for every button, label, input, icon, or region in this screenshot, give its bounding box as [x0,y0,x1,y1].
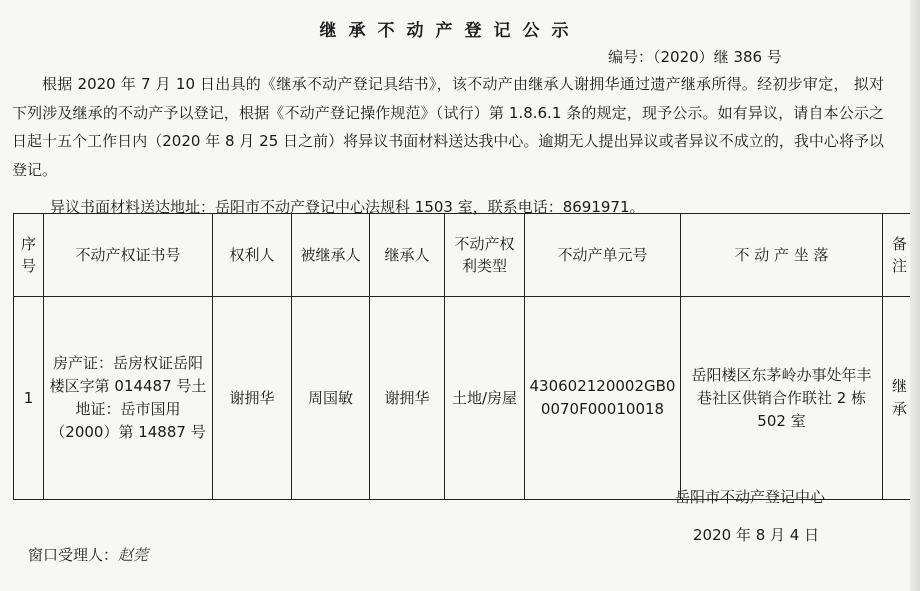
header-cert: 不动产权证书号 [44,214,213,297]
cell-unit-no: 430602120002GB00070F00010018 [525,297,681,500]
cell-cert: 房产证：岳房权证岳阳楼区字第 014487 号土地证：岳市国用（2000）第 14887 号 [44,297,213,500]
notice-paragraph: 根据 2020 年 7 月 10 日出具的《继承不动产登记具结书》，该不动产由继承人谢拥华通过遗产继承所得。经初步审定， 拟对下列涉及继承的不动产予以登记，根据《不动产登记操作规范》（试行）第 1.8.6.1 条的规定，现予公示。如有异议，请自本公示之日起十五个工作日内（2020 年 8 月 25 日之前）将异议书面材料送达我中心。逾期无人提出异议或者异议不成立的，我中心将予以登记。 [12,75,884,179]
header-location: 不 动 产 坐 落 [681,214,883,297]
issue-date: 2020 年 8 月 4 日 [693,526,820,544]
document-number: 编号：（2020）继 386 号 [608,48,782,66]
objection-address: 异议书面材料送达地址：岳阳市不动产登记中心法规科 1503 室，联系电话：8691971。 [50,198,645,216]
header-heir: 继承人 [370,214,445,297]
cell-heir: 谢拥华 [370,297,445,500]
header-unit-no: 不动产单元号 [525,214,681,297]
table-header-row [14,214,917,297]
issuing-authority: 岳阳市不动产登记中心 [675,488,826,506]
header-right-type: 不动产权利类型 [445,214,525,297]
scan-edge [910,0,920,591]
header-holder: 权利人 [213,214,292,297]
table-row [14,297,917,500]
header-seq: 序号 [14,214,44,297]
clerk-label: 窗口受理人： [28,546,119,564]
property-table [13,213,917,500]
cell-right-type: 土地/房屋 [445,297,525,500]
cell-remark: 继承 [883,297,917,500]
clerk-signature: 赵莞 [118,546,149,564]
window-clerk [28,544,148,565]
cell-location: 岳阳楼区东茅岭办事处年丰巷社区供销合作联社 2 栋 502 室 [681,297,883,500]
notice-body [12,70,884,184]
cell-decedent: 周国敏 [292,297,370,500]
header-decedent: 被继承人 [292,214,370,297]
cell-holder: 谢拥华 [213,297,292,500]
header-remark: 备注 [883,214,917,297]
notice-title: 继承不动产登记公示 [319,21,581,41]
cell-seq: 1 [14,297,44,500]
